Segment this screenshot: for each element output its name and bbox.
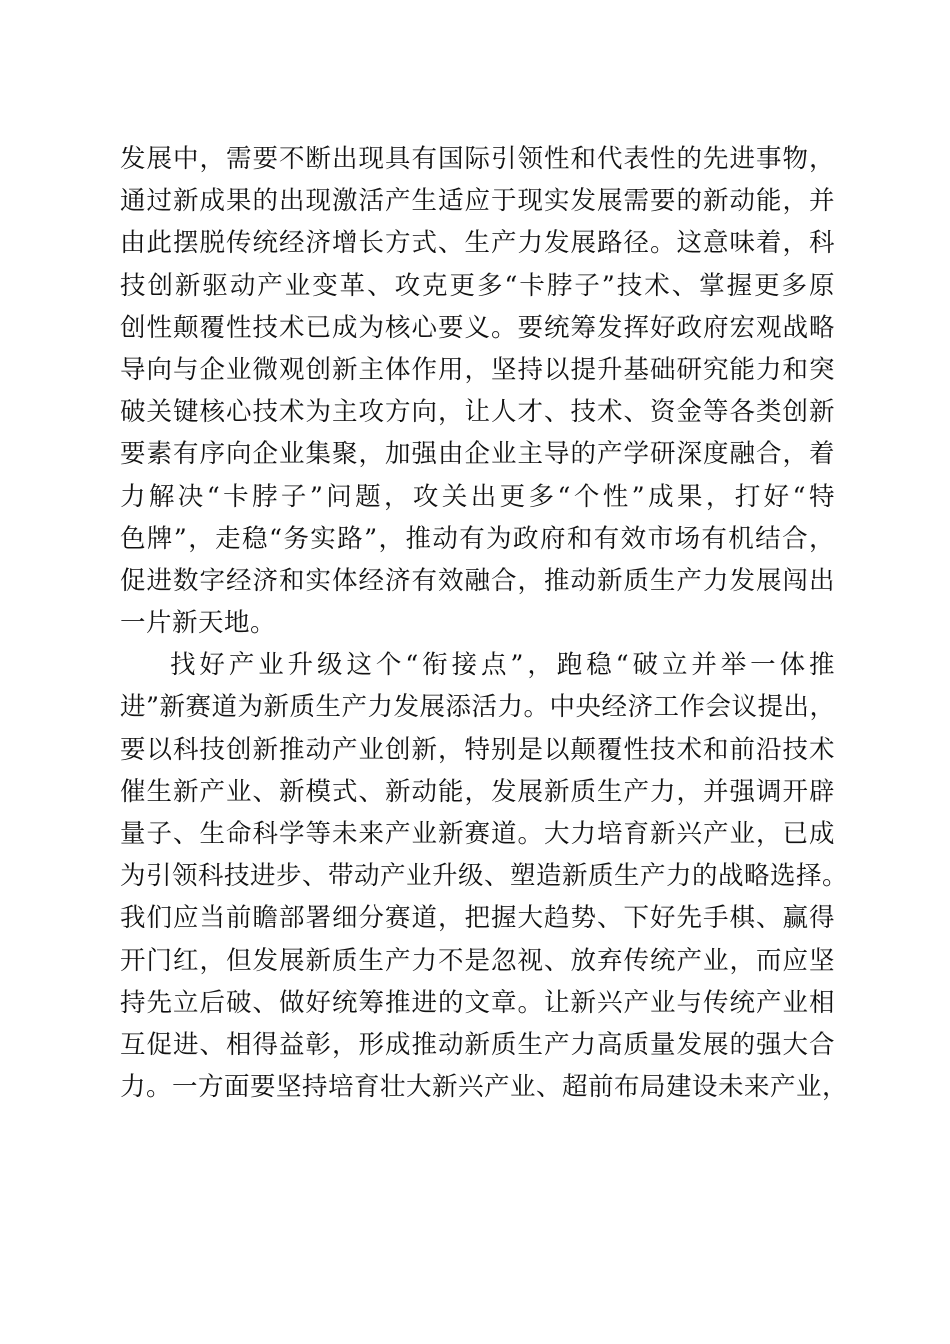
text-line: 找好产业升级这个“衔接点”，跑稳“破立并举一体推 xyxy=(170,650,835,681)
text-line: 由此摆脱传统经济增长方式、生产力发展路径。这意味着，科 xyxy=(120,228,835,259)
text-line: 破关键核心技术为主攻方向，让人才、技术、资金等各类创新 xyxy=(120,397,835,428)
text-line: 为引领科技进步、带动产业升级、塑造新质生产力的战略选择。 xyxy=(120,861,849,892)
text-line: 技创新驱动产业变革、攻克更多“卡脖子”技术、掌握更多原 xyxy=(120,270,835,301)
text-line: 催生新产业、新模式、新动能，发展新质生产力，并强调开辟 xyxy=(120,776,835,807)
text-line: 发展中，需要不断出现具有国际引领性和代表性的先进事物， xyxy=(120,144,835,174)
text-line: 要以科技创新推动产业创新，特别是以颠覆性技术和前沿技术 xyxy=(120,734,835,765)
text-line: 导向与企业微观创新主体作用，坚持以提升基础研究能力和突 xyxy=(120,354,835,385)
text-line: 互促进、相得益彰，形成推动新质生产力高质量发展的强大合 xyxy=(120,1029,835,1060)
text-line: 通过新成果的出现激活产生适应于现实发展需要的新动能，并 xyxy=(120,186,835,217)
text-line: 创性颠覆性技术已成为核心要义。要统筹发挥好政府宏观战略 xyxy=(120,312,835,343)
text-line: 一片新天地。 xyxy=(120,608,277,639)
text-line: 持先立后破、做好统筹推进的文章。让新兴产业与传统产业相 xyxy=(120,987,835,1018)
body-text xyxy=(120,138,849,1108)
text-line: 量子、生命科学等未来产业新赛道。大力培育新兴产业，已成 xyxy=(120,819,835,849)
text-line: 开门红，但发展新质生产力不是忽视、放弃传统产业，而应坚 xyxy=(120,945,835,976)
text-line: 要素有序向企业集聚，加强由企业主导的产学研深度融合，着 xyxy=(120,439,835,470)
text-line: 进”新赛道为新质生产力发展添活力。中央经济工作会议提出， xyxy=(120,692,836,723)
text-line: 力。一方面要坚持培育壮大新兴产业、超前布局建设未来产业， xyxy=(120,1072,849,1103)
text-line: 色牌”，走稳“务实路”，推动有为政府和有效市场有机结合， xyxy=(120,523,835,554)
text-line: 我们应当前瞻部署细分赛道，把握大趋势、下好先手棋、赢得 xyxy=(120,903,835,934)
text-line: 力解决“卡脖子”问题，攻关出更多“个性”成果，打好“特 xyxy=(120,481,835,512)
text-line: 促进数字经济和实体经济有效融合，推动新质生产力发展闯出 xyxy=(120,565,835,596)
